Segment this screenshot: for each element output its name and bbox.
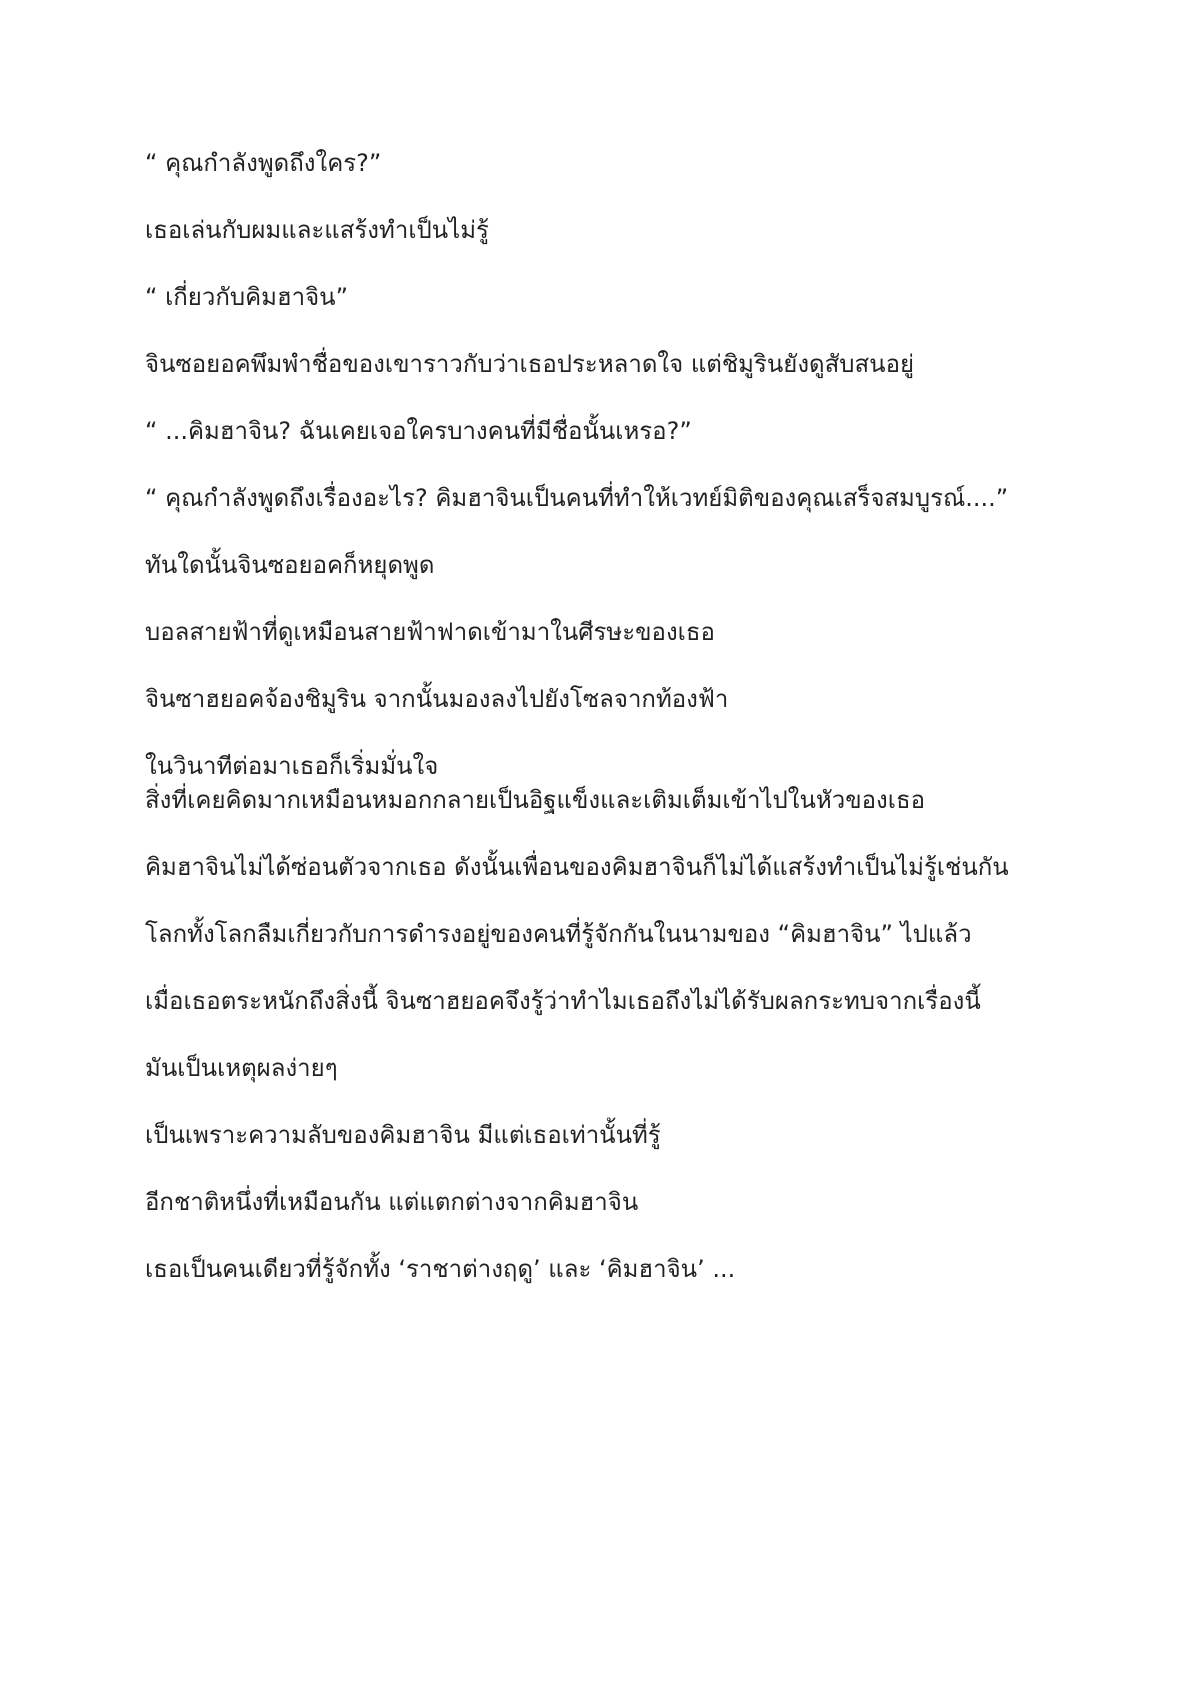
paragraph: จินซาฮยอคจ้องชิมูริน จากนั้นมองลงไปยังโซลจากท้องฟ้า [145, 685, 729, 713]
paragraph-line: ในวินาทีต่อมาเธอก็เริ่มมั่นใจ [145, 752, 439, 780]
paragraph: “ คุณกำลังพูดถึงใคร?” [145, 149, 382, 177]
paragraph: ทันใดนั้นจินซอยอคก็หยุดพูด [145, 551, 435, 579]
paragraph: อีกชาติหนึ่งที่เหมือนกัน แต่แตกต่างจากคิมฮาจิน [145, 1188, 639, 1216]
paragraph-line: สิ่งที่เคยคิดมากเหมือนหมอกกลายเป็นอิฐแข็งและเติมเต็มเข้าไปในหัวของเธอ [145, 786, 925, 814]
paragraph: เมื่อเธอตระหนักถึงสิ่งนี้ จินซาฮยอคจึงรู้ว่าทำไมเธอถึงไม่ได้รับผลกระทบจากเรื่องนี้ [145, 987, 981, 1015]
paragraph: บอลสายฟ้าที่ดูเหมือนสายฟ้าฟาดเข้ามาในศีรษะของเธอ [145, 618, 715, 646]
paragraph: จินซอยอคพึมพำชื่อของเขาราวกับว่าเธอประหลาดใจ แต่ชิมูรินยังดูสับสนอยู่ [145, 350, 915, 378]
paragraph: “ ...คิมฮาจิน? ฉันเคยเจอใครบางคนที่มีชื่อนั้นเหรอ?” [145, 417, 692, 445]
paragraph: เธอเล่นกับผมและแสร้งทำเป็นไม่รู้ [145, 216, 489, 244]
document-body [145, 146, 1045, 1319]
paragraph-multiline [145, 749, 1045, 817]
paragraph: คิมฮาจินไม่ได้ซ่อนตัวจากเธอ ดังนั้นเพื่อนของคิมฮาจินก็ไม่ได้แสร้งทำเป็นไม่รู้เช่นกัน [145, 853, 1009, 881]
paragraph: “ เกี่ยวกับคิมฮาจิน” [145, 283, 349, 311]
paragraph: มันเป็นเหตุผลง่ายๆ [145, 1054, 338, 1082]
paragraph: โลกทั้งโลกลืมเกี่ยวกับการดำรงอยู่ของคนที่รู้จักกันในนามของ “คิมฮาจิน” ไปแล้ว [145, 920, 972, 948]
paragraph: เป็นเพราะความลับของคิมฮาจิน มีแต่เธอเท่านั้นที่รู้ [145, 1121, 661, 1149]
paragraph: “ คุณกำลังพูดถึงเรื่องอะไร? คิมฮาจินเป็นคนที่ทำให้เวทย์มิติของคุณเสร็จสมบูรณ์....” [145, 484, 1009, 512]
paragraph: เธอเป็นคนเดียวที่รู้จักทั้ง ‘ราชาต่างฤดู’ และ ‘คิมฮาจิน’ ... [145, 1255, 736, 1283]
